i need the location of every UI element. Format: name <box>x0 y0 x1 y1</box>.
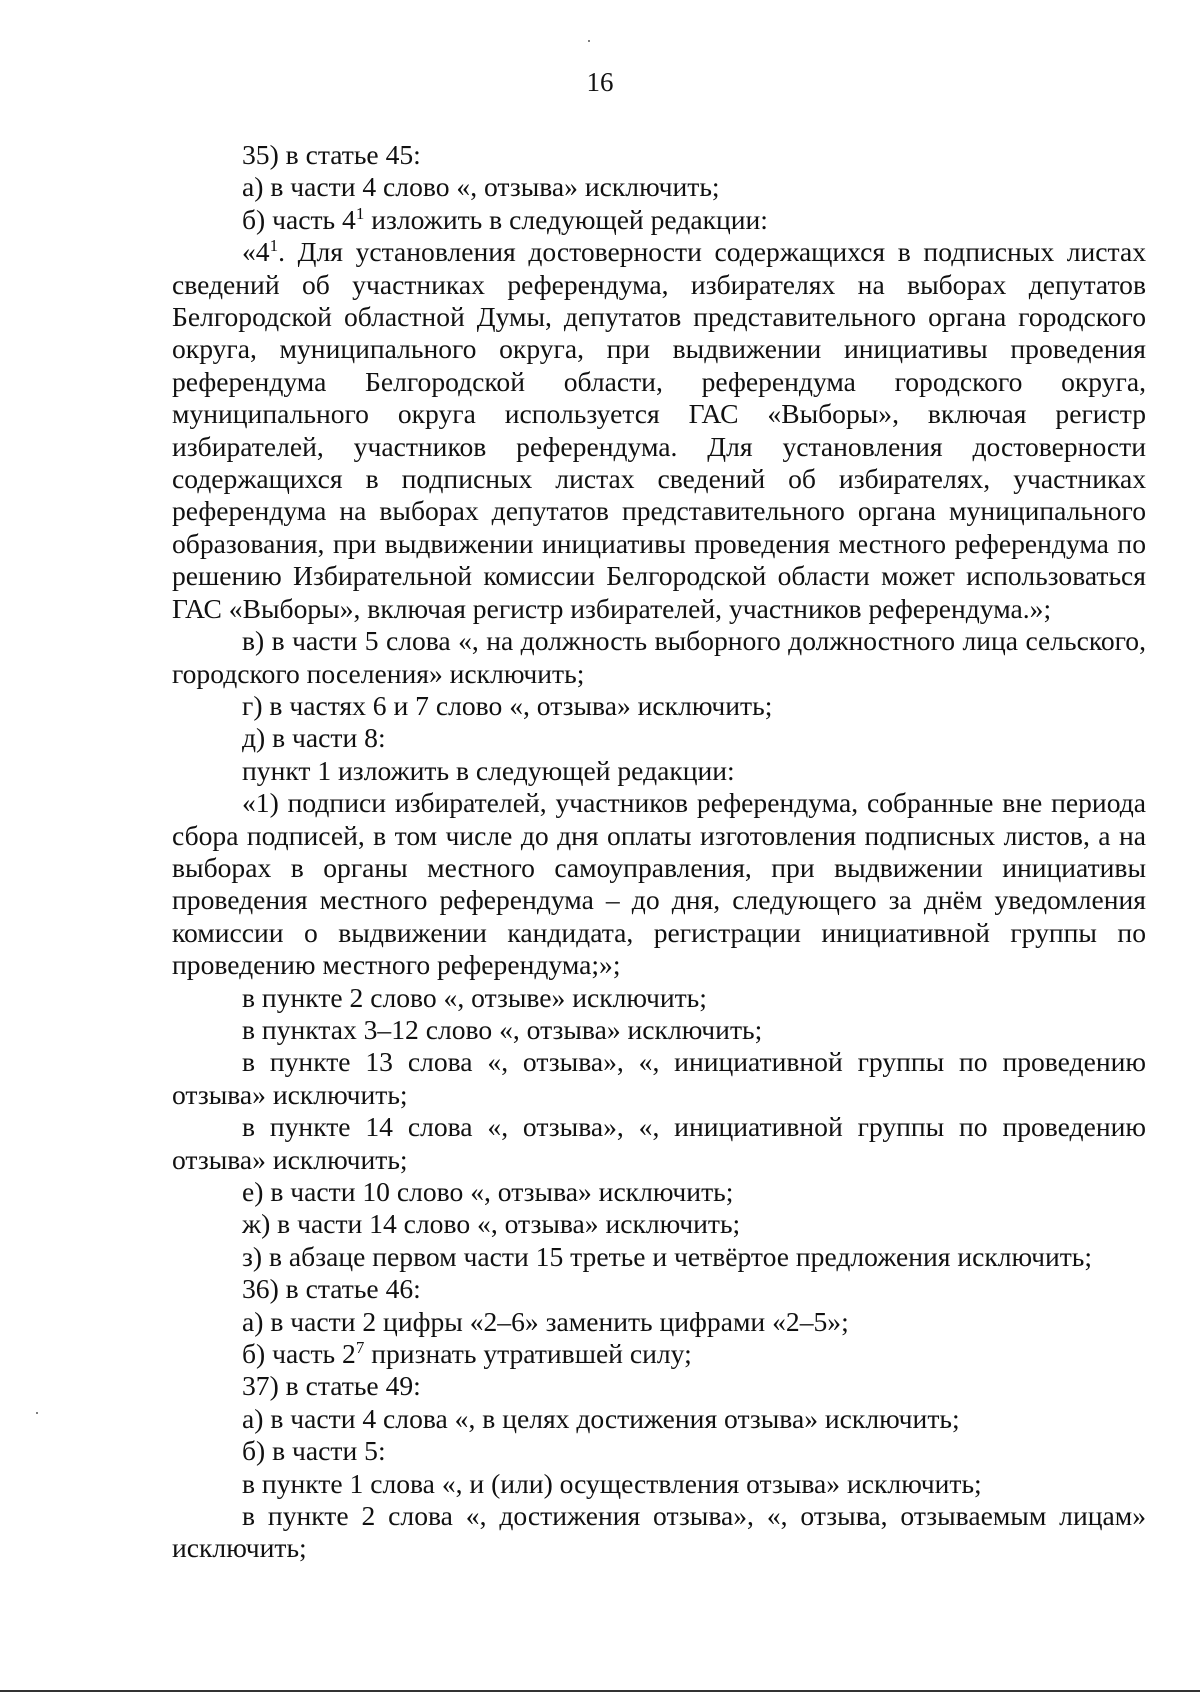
paragraph-35d: д) в части 8: <box>242 722 386 754</box>
paragraph-text: «4 <box>242 236 270 268</box>
paragraph-points-3-12: в пунктах 3–12 слово «, отзыва» исключить; <box>242 1013 763 1045</box>
paragraph-37b-point-1: в пункте 1 слова «, и (или) осуществления отзыва» исключить; <box>242 1467 982 1499</box>
paragraph-point-1: пункт 1 изложить в следующей редакции: <box>242 754 735 786</box>
scan-speck <box>588 40 590 42</box>
paragraph-36b <box>172 1338 1146 1370</box>
paragraph-part-4-1 <box>172 236 1146 625</box>
scan-speck <box>36 1412 38 1414</box>
paragraph-35zh: ж) в части 14 слово «, отзыва» исключить; <box>242 1208 741 1240</box>
paragraph-35a: а) в части 4 слово «, отзыва» исключить; <box>242 171 720 203</box>
page-number: 16 <box>586 67 614 97</box>
paragraph-37: 37) в статье 49: <box>242 1370 421 1402</box>
paragraph-text: б) часть 4 <box>242 203 356 235</box>
superscript: 1 <box>269 236 279 256</box>
paragraph-point-14: в пункте 14 слова «, отзыва», «, инициативной группы по проведению отзыва» исключить; <box>172 1111 1146 1175</box>
paragraph-36a: а) в части 2 цифры «2–6» заменить цифрами «2–5»; <box>242 1305 849 1337</box>
scan-edge-line <box>0 1690 1200 1692</box>
paragraph-37b-point-2: в пункте 2 слова «, достижения отзыва», «, отзыва, отзываемым лицам» исключить; <box>172 1500 1146 1564</box>
paragraph-37b: б) в части 5: <box>242 1435 386 1467</box>
paragraph-text: . Для установления достоверности содержащихся в подписных листах сведений об участниках референдума, избирателях на выборах депутатов Белгородской областной Думы, депутатов представительного органа городского округа, муниципального округа, при выдвижении инициативы проведения референдума Белгородской области, референдума городского округа, муниципального округа используется ГАС «Выборы», включая регистр избирателей, участников референдума. Для установления достоверности содержащихся в подписных листах сведений об избирателях, участниках референдума на выборах депутатов представительного органа муниципального образования, при выдвижении инициативы проведения местного референдума по решению Избирательной комиссии Белгородской области может использоваться ГАС «Выборы», включая регистр избирателей, участников референдума.»; <box>172 236 1146 624</box>
paragraph-text: признать утратившей силу; <box>364 1338 692 1370</box>
paragraph-36: 36) в статье 46: <box>242 1273 421 1305</box>
document-body <box>172 139 1146 1565</box>
superscript: 7 <box>355 1337 365 1357</box>
superscript: 1 <box>355 203 365 223</box>
paragraph-35e: е) в части 10 слово «, отзыва» исключить; <box>242 1176 734 1207</box>
paragraph-point-13: в пункте 13 слова «, отзыва», «, инициативной группы по проведению отзыва» исключить; <box>172 1046 1146 1110</box>
paragraph-35z: з) в абзаце первом части 15 третье и четвёртое предложения исключить; <box>242 1240 1093 1272</box>
paragraph-35g: г) в частях 6 и 7 слово «, отзыва» исключить; <box>242 689 773 721</box>
paragraph-point-2: в пункте 2 слово «, отзыве» исключить; <box>242 981 707 1013</box>
paragraph-text: изложить в следующей редакции: <box>364 203 768 235</box>
paragraph-35v: в) в части 5 слова «, на должность выборного должностного лица сельского, городского поселения» исключить; <box>172 625 1146 689</box>
paragraph-text: б) часть 2 <box>242 1338 356 1370</box>
paragraph-35: 35) в статье 45: <box>242 139 421 170</box>
paragraph-37a: а) в части 4 слова «, в целях достижения отзыва» исключить; <box>242 1402 960 1434</box>
paragraph-point-1-text: «1) подписи избирателей, участников референдума, собранные вне периода сбора подписей, в том числе до дня оплаты изготовления подписных листов, а на выборах в органы местного самоуправления, при выдвижении инициативы проведения местного референдума – до дня, следующего за днём уведомления комиссии о выдвижении кандидата, регистрации инициативной группы по проведению местного референдума;»; <box>172 787 1146 981</box>
paragraph-35b <box>172 204 1146 236</box>
